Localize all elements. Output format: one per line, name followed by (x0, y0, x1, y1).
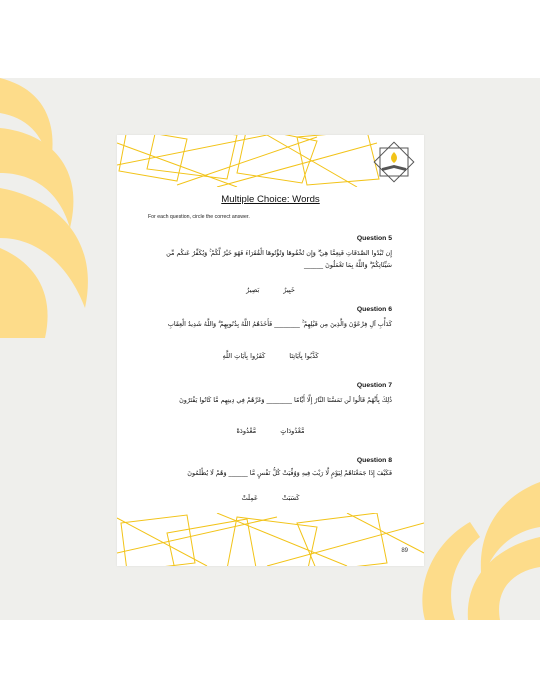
question-7-choices (117, 427, 424, 435)
question-7-choice-a[interactable]: مَّعْدُودَاتٍ (280, 427, 305, 435)
worksheet-title: Multiple Choice: Words (221, 194, 320, 205)
page-number: 89 (401, 548, 408, 554)
question-6-choice-a[interactable]: كَذَّبُوا بِآيَاتِنَا (289, 352, 319, 360)
question-8-label: Question 8 (356, 457, 392, 464)
question-6-text: كَدَأْبِ آلِ فِرْعَوْنَ وَالَّذِينَ مِن قَبْلِهِمْ ۚ ________ فَأَخَذَهُمُ اللَّهُ بِذُنُوبِهِمْ ۗ وَاللَّهُ شَدِيدُ الْعِقَابِ (167, 320, 392, 328)
question-8-text: فَكَيْفَ إِذَا جَمَعْنَاهُمْ لِيَوْمٍ لَّا رَيْبَ فِيهِ وَوُفِّيَتْ كُلُّ نَفْسٍ مَّا ______ وَهُمْ لَا يُظْلَمُونَ (187, 469, 392, 477)
flame-decoration-right-icon (410, 482, 540, 620)
question-8-choice-b[interactable]: عَمِلَتْ (241, 494, 258, 502)
question-6-label: Question 6 (356, 306, 392, 313)
question-5-label: Question 5 (356, 235, 392, 242)
question-5-choice-b[interactable]: بَصِيرٌ (246, 286, 260, 294)
question-6-choice-b[interactable]: كَفَرُوا بِآيَاتِ اللَّهِ (222, 352, 266, 360)
geometric-footer-decoration (117, 513, 424, 566)
question-5-choice-a[interactable]: خَبِيرٌ (283, 286, 295, 294)
question-8-choices (117, 494, 424, 502)
instructions-text: For each question, circle the correct answer. (148, 214, 250, 220)
question-8-choice-a[interactable]: كَسَبَتْ (281, 494, 300, 502)
question-5-text: إِن تُبْدُوا الصَّدَقَاتِ فَنِعِمَّا هِيَ ۖ وَإِن تُخْفُوهَا وَتُؤْتُوهَا الْفُقَرَاءَ فَهُوَ خَيْرٌ لَّكُمْ ۚ وَيُكَفِّرُ عَنكُم مِّن سَيِّئَاتِكُمْ ۗ وَاللَّهُ بِمَا تَعْمَلُونَ ______ (166, 249, 392, 269)
question-7-text: ذَٰلِكَ بِأَنَّهُمْ قَالُوا لَن تَمَسَّنَا النَّارُ إِلَّا أَيَّامًا ________ وَغَرَّهُمْ فِي دِينِهِم مَّا كَانُوا يَفْتَرُونَ (179, 396, 392, 404)
question-6-choices (117, 352, 424, 360)
question-7-choice-b[interactable]: مَّعْدُودَةً (236, 427, 257, 435)
question-7-label: Question 7 (356, 382, 392, 389)
question-5-choices (117, 286, 424, 294)
flame-decoration-left-icon (0, 78, 120, 338)
quran-flame-logo-icon (370, 138, 418, 186)
worksheet-page (117, 135, 424, 566)
